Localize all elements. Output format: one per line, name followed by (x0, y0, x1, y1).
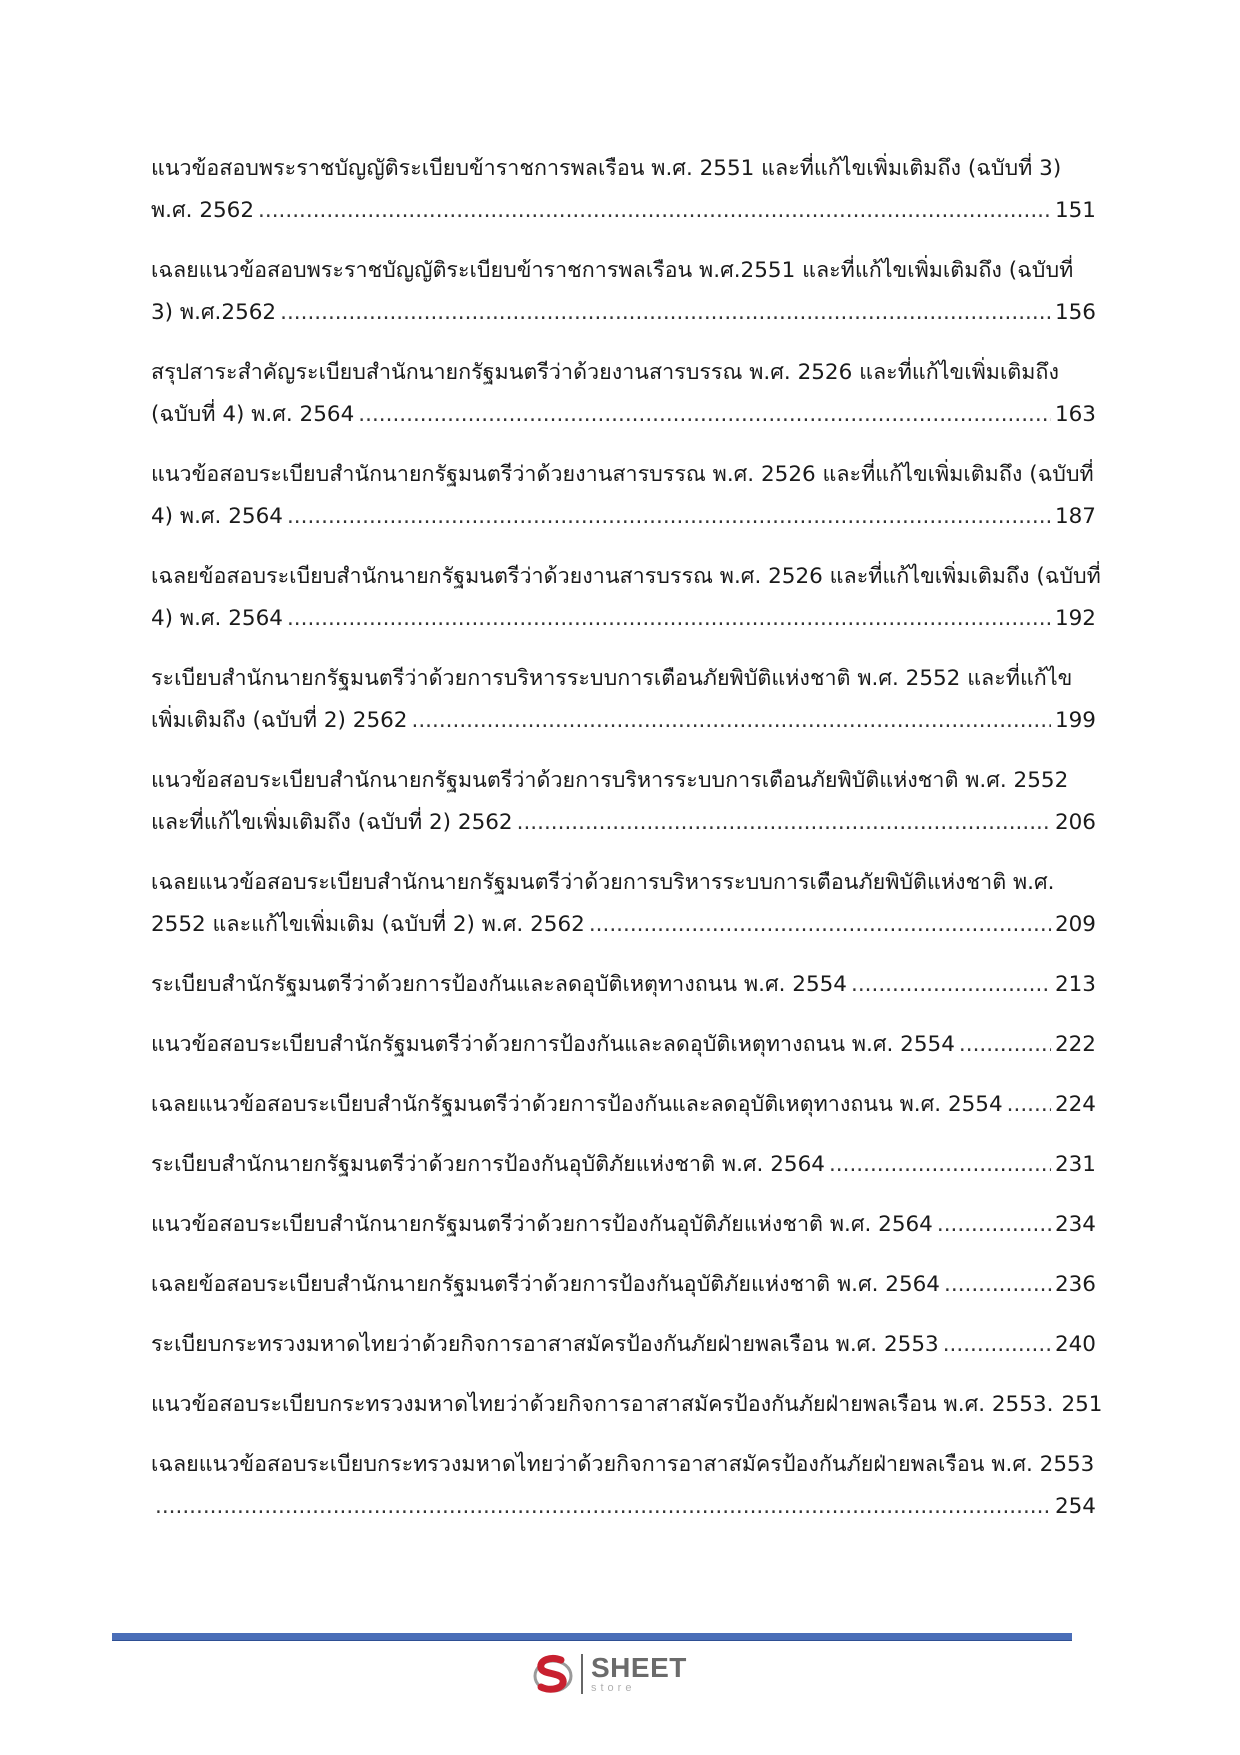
page-number: 163 (1054, 402, 1096, 427)
toc-entry-title: เฉลยข้อสอบระเบียบสำนักนายกรัฐมนตรีว่าด้วยงานสารบรรณ พ.ศ. 2526 และที่แก้ไขเพิ่มเติมถึง (ฉบับที่ (151, 564, 1101, 589)
toc-entry[interactable] (151, 148, 1096, 232)
toc-entry[interactable] (151, 1144, 1096, 1186)
toc-entry-continuation (151, 700, 1096, 742)
dot-leader (358, 394, 1051, 436)
page-number: 224 (1054, 1092, 1096, 1117)
table-of-contents (151, 148, 1103, 1546)
toc-entry[interactable] (151, 454, 1096, 538)
page-number: 151 (1054, 198, 1096, 223)
page-number: 209 (1054, 912, 1096, 937)
toc-entry-title: เฉลยแนวข้อสอบระเบียบสำนักนายกรัฐมนตรีว่าด้วยการบริหารระบบการเตือนภัยพิบัติแห่งชาติ พ.ศ. (151, 870, 1055, 895)
dot-leader (937, 1204, 1051, 1246)
page-number: 234 (1054, 1212, 1096, 1237)
dot-leader (829, 1144, 1051, 1186)
toc-entry[interactable] (151, 658, 1096, 742)
dot-leader (943, 1324, 1051, 1366)
toc-entry-title: ระเบียบสำนักนายกรัฐมนตรีว่าด้วยการบริหารระบบการเตือนภัยพิบัติแห่งชาติ พ.ศ. 2552 และที่แก้ไข (151, 666, 1073, 691)
page-number: 254 (1054, 1494, 1096, 1519)
toc-entry-title: ระเบียบสำนักรัฐมนตรีว่าด้วยการป้องกันและลดอุบัติเหตุทางถนน พ.ศ. 2554 (151, 972, 847, 997)
dot-leader (287, 598, 1051, 640)
toc-entry-title: แนวข้อสอบระเบียบสำนักนายกรัฐมนตรีว่าด้วยการบริหารระบบการเตือนภัยพิบัติแห่งชาติ พ.ศ. 2552 (151, 768, 1069, 793)
page-number: 213 (1054, 972, 1096, 997)
toc-entry-continuation (151, 292, 1096, 334)
toc-entry-title: ระเบียบกระทรวงมหาดไทยว่าด้วยกิจการอาสาสมัครป้องกันภัยฝ่ายพลเรือน พ.ศ. 2553 (151, 1332, 939, 1357)
toc-entry-continuation (151, 802, 1096, 844)
page-number: 251 (1061, 1392, 1103, 1417)
toc-entry-title-cont: 2552 และแก้ไขเพิ่มเติม (ฉบับที่ 2) พ.ศ. 2562 (151, 912, 585, 937)
dot-leader (258, 190, 1051, 232)
page-number: 236 (1054, 1272, 1096, 1297)
logo-text (591, 1654, 687, 1694)
s-logo-icon (531, 1652, 575, 1696)
dot-leader (280, 292, 1051, 334)
toc-entry[interactable] (151, 1264, 1096, 1306)
toc-entry-title: แนวข้อสอบระเบียบสำนักนายกรัฐมนตรีว่าด้วยการป้องกันอุบัติภัยแห่งชาติ พ.ศ. 2564 (151, 1212, 933, 1237)
page-number: 222 (1054, 1032, 1096, 1057)
dot-leader (944, 1264, 1051, 1306)
toc-entry[interactable] (151, 964, 1096, 1006)
toc-entry[interactable] (151, 1024, 1096, 1066)
toc-entry-continuation (151, 496, 1096, 538)
toc-entry-continuation (151, 598, 1096, 640)
toc-entry-title: เฉลยแนวข้อสอบระเบียบสำนักรัฐมนตรีว่าด้วยการป้องกันและลดอุบัติเหตุทางถนน พ.ศ. 2554 (151, 1092, 1003, 1117)
toc-entry-title: เฉลยข้อสอบระเบียบสำนักนายกรัฐมนตรีว่าด้วยการป้องกันอุบัติภัยแห่งชาติ พ.ศ. 2564 (151, 1272, 940, 1297)
toc-entry[interactable] (151, 1444, 1096, 1528)
toc-entry-title-cont: 4) พ.ศ. 2564 (151, 606, 283, 631)
dot-leader (411, 700, 1050, 742)
toc-entry[interactable] (151, 1084, 1096, 1126)
toc-entry-title: แนวข้อสอบพระราชบัญญัติระเบียบข้าราชการพลเรือน พ.ศ. 2551 และที่แก้ไขเพิ่มเติมถึง (ฉบับที่ 3) (151, 156, 1062, 181)
dot-leader (851, 964, 1051, 1006)
page-number: 192 (1054, 606, 1096, 631)
logo-sub: store (591, 1682, 636, 1694)
toc-entry-continuation (151, 1486, 1096, 1528)
toc-entry[interactable] (151, 1384, 1103, 1426)
logo-word: SHEET (591, 1652, 687, 1683)
page-number: 156 (1054, 300, 1096, 325)
toc-entry-title: เฉลยแนวข้อสอบระเบียบกระทรวงมหาดไทยว่าด้วยกิจการอาสาสมัครป้องกันภัยฝ่ายพลเรือน พ.ศ. 2553 (151, 1452, 1095, 1477)
dot-leader (517, 802, 1051, 844)
toc-entry-title-cont: 4) พ.ศ. 2564 (151, 504, 283, 529)
toc-entry-title: แนวข้อสอบระเบียบสำนักนายกรัฐมนตรีว่าด้วยงานสารบรรณ พ.ศ. 2526 และที่แก้ไขเพิ่มเติมถึง (ฉบับที่ (151, 462, 1094, 487)
toc-entry-continuation (151, 394, 1096, 436)
logo-separator (581, 1654, 583, 1694)
toc-entry-title-cont: พ.ศ. 2562 (151, 198, 255, 223)
sheet-store-logo (531, 1652, 687, 1696)
page-number: 187 (1054, 504, 1096, 529)
toc-entry-continuation (151, 904, 1096, 946)
toc-entry[interactable] (151, 250, 1096, 334)
dot-leader (155, 1486, 1051, 1528)
toc-entry-title-cont: 3) พ.ศ.2562 (151, 300, 277, 325)
toc-entry[interactable] (151, 1204, 1096, 1246)
toc-entry-title: สรุปสาระสำคัญระเบียบสำนักนายกรัฐมนตรีว่าด้วยงานสารบรรณ พ.ศ. 2526 และที่แก้ไขเพิ่มเติมถึง (151, 360, 1059, 385)
dot-leader (589, 904, 1051, 946)
toc-entry-continuation (151, 190, 1096, 232)
footer-divider (112, 1633, 1072, 1641)
page-number: 199 (1054, 708, 1096, 733)
toc-entry-title-cont: (ฉบับที่ 4) พ.ศ. 2564 (151, 402, 355, 427)
toc-entry-title: ระเบียบสำนักนายกรัฐมนตรีว่าด้วยการป้องกันอุบัติภัยแห่งชาติ พ.ศ. 2564 (151, 1152, 825, 1177)
toc-entry[interactable] (151, 556, 1101, 640)
toc-entry-title: แนวข้อสอบระเบียบสำนักรัฐมนตรีว่าด้วยการป้องกันและลดอุบัติเหตุทางถนน พ.ศ. 2554 (151, 1032, 955, 1057)
dot-leader (287, 496, 1051, 538)
toc-entry-title-cont: เพิ่มเติมถึง (ฉบับที่ 2) 2562 (151, 708, 408, 733)
toc-entry[interactable] (151, 1324, 1096, 1366)
toc-entry[interactable] (151, 760, 1096, 844)
toc-entry-title: เฉลยแนวข้อสอบพระราชบัญญัติระเบียบข้าราชการพลเรือน พ.ศ.2551 และที่แก้ไขเพิ่มเติมถึง (ฉบับที่ (151, 258, 1074, 283)
toc-entry[interactable] (151, 862, 1096, 946)
toc-entry-title-cont: และที่แก้ไขเพิ่มเติมถึง (ฉบับที่ 2) 2562 (151, 810, 513, 835)
toc-entry-title: แนวข้อสอบระเบียบกระทรวงมหาดไทยว่าด้วยกิจการอาสาสมัครป้องกันภัยฝ่ายพลเรือน พ.ศ. 2553. (151, 1392, 1054, 1417)
dot-leader (1007, 1084, 1051, 1126)
toc-entry[interactable] (151, 352, 1096, 436)
page-number: 206 (1054, 810, 1096, 835)
page-number: 231 (1054, 1152, 1096, 1177)
page-number: 240 (1054, 1332, 1096, 1357)
dot-leader (959, 1024, 1051, 1066)
